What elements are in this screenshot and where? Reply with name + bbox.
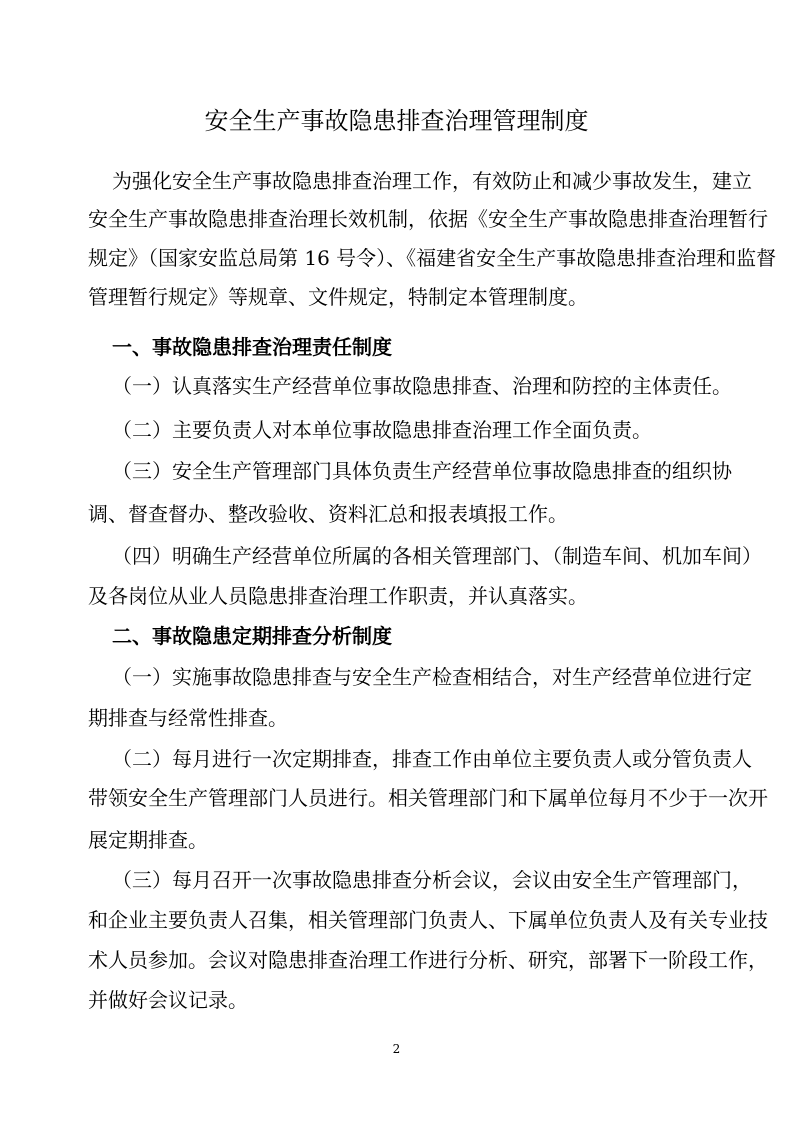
list-item-cont: 术人员参加。会议对隐患排查治理工作进行分析、研究，部署下一阶段工作， [88, 948, 768, 972]
list-item-cont: 期排查与经常性排查。 [88, 706, 288, 730]
list-item: （一）实施事故隐患排查与安全生产检查相结合，对生产经营单位进行定 [112, 665, 752, 689]
intro-line: 为强化安全生产事故隐患排查治理工作，有效防止和减少事故发生，建立 [112, 169, 752, 193]
list-item-cont: 调、督查督办、整改验收、资料汇总和报表填报工作。 [88, 502, 568, 526]
intro-line: 安全生产事故隐患排查治理长效机制，依据《安全生产事故隐患排查治理暂行 [88, 207, 768, 231]
document-title: 安全生产事故隐患排查治理管理制度 [204, 107, 589, 135]
list-item: （三）安全生产管理部门具体负责生产经营单位事故隐患排查的组织协 [112, 459, 732, 483]
list-item-cont: 和企业主要负责人召集，相关管理部门负责人、下属单位负责人及有关专业技 [88, 908, 768, 932]
list-item: （三）每月召开一次事故隐患排查分析会议，会议由安全生产管理部门， [112, 868, 752, 892]
list-item: （一）认真落实生产经营单位事故隐患排查、治理和防控的主体责任。 [112, 374, 732, 398]
list-item: （二）主要负责人对本单位事故隐患排查治理工作全面负责。 [112, 418, 652, 442]
list-item-cont: 并做好会议记录。 [88, 988, 248, 1012]
intro-line: 管理暂行规定》等规章、文件规定，特制定本管理制度。 [88, 285, 588, 309]
page-number: 2 [392, 1042, 401, 1056]
list-item: （四）明确生产经营单位所属的各相关管理部门、（制造车间、机加车间） [112, 544, 762, 568]
intro-line: 规定》（国家安监总局第 16 号令）、《福建省安全生产事故隐患排查治理和监督 [88, 246, 777, 270]
list-item: （二）每月进行一次定期排查，排查工作由单位主要负责人或分管负责人 [112, 747, 752, 771]
section-heading: 二、事故隐患定期排查分析制度 [112, 624, 392, 648]
section-heading: 一、事故隐患排查治理责任制度 [112, 335, 392, 359]
list-item-cont: 及各岗位从业人员隐患排查治理工作职责，并认真落实。 [88, 584, 588, 608]
list-item-cont: 带领安全生产管理部门人员进行。相关管理部门和下属单位每月不少于一次开 [88, 786, 768, 810]
list-item-cont: 展定期排查。 [88, 828, 208, 852]
